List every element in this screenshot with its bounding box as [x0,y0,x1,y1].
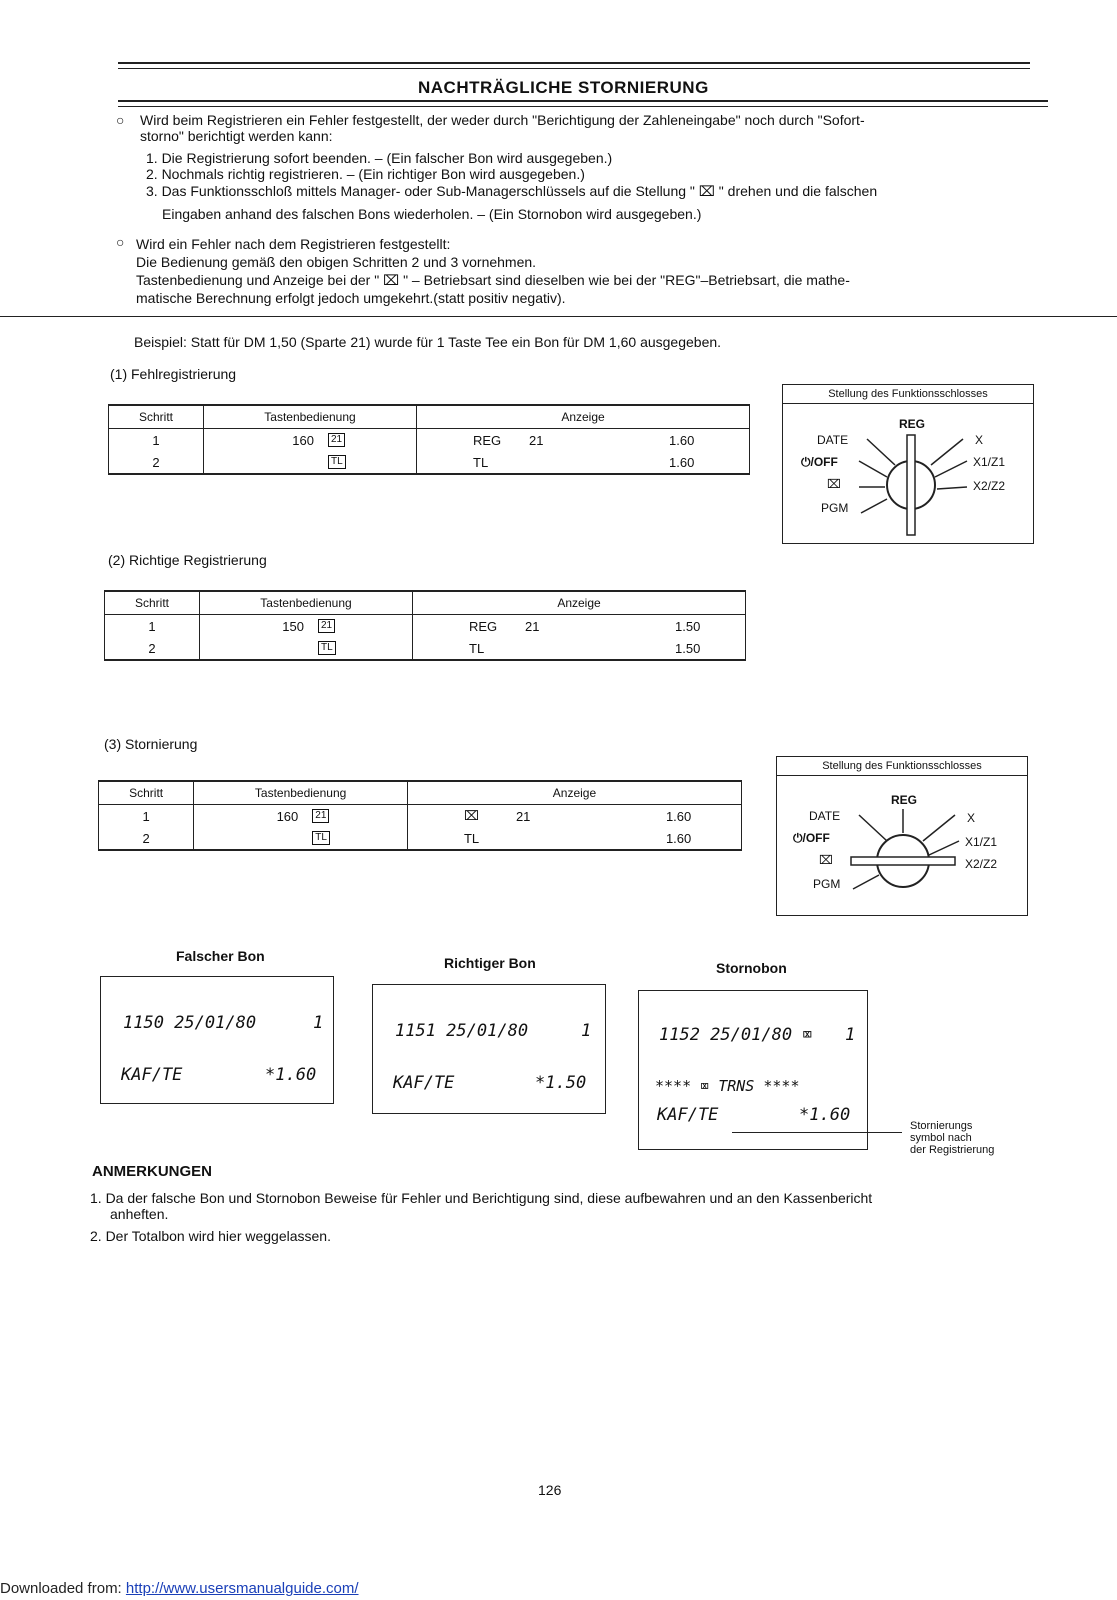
intro-line: Wird ein Fehler nach dem Registrieren festgestellt: [136,236,451,252]
key-icon: TL [312,831,330,845]
note-item: 1. Da der falsche Bon und Stornobon Beweise für Fehler und Berichtigung sind, diese aufbewahren und an den Kassenbericht [90,1190,873,1206]
lock-diagram [776,756,1028,916]
col-header: Tastenbedienung [200,591,413,615]
step-cell: 2 [99,827,194,850]
receipt-count: 1 [845,1025,856,1045]
section-divider [0,316,1117,317]
step-cell: 1 [109,429,204,452]
intro-line: Die Bedienung gemäß den obigen Schritten 2 und 3 vornehmen. [136,254,537,270]
page-number: 126 [538,1482,562,1498]
display-mode: REG [469,618,498,634]
col-header: Anzeige [413,591,746,615]
display-mode: TL [473,454,489,470]
title-rule-bottom [118,100,1048,102]
intro-step: Eingaben anhand des falschen Bons wiederholen. – (Ein Stornobon wird ausgegeben.) [162,206,702,222]
receipt-item: KAF/TE [121,1065,183,1085]
section-label: (3) Stornierung [104,736,198,752]
lock-reg-label: REG [891,793,918,807]
display-dept: 21 [529,432,544,448]
lock-x1z1-label: X1/Z1 [973,455,1006,469]
lock-reg-label: REG [899,417,926,431]
display-mode: REG [473,432,502,448]
amount-cell: 160 [276,808,299,824]
lock-x2z2-label: X2/Z2 [973,479,1006,493]
amount-cell: 150 [282,618,304,634]
step-cell: 2 [109,451,204,474]
void-note [910,1120,994,1156]
display-mode: ⌧ [463,808,479,823]
intro-step: 3. Das Funktionsschloß mittels Manager- oder Sub-Managerschlüssels auf die Stellung " ⌧ " drehen und die falschen [146,183,878,199]
display-value: 1.60 [665,808,692,824]
lock-dial-icon [847,805,967,915]
section-label: (2) Richtige Registrierung [108,552,267,568]
lock-date-label: DATE [817,433,849,447]
step-cell: 2 [105,637,200,660]
receipt-falsch [100,976,334,1104]
section-label: (1) Fehlregistrierung [110,366,237,382]
lock-dial-icon [855,429,975,539]
steps-table [98,780,742,851]
lock-pgm-label: PGM [821,501,849,515]
intro-line: Tastenbedienung und Anzeige bei der " ⌧ " – Betriebsart sind dieselben wie bei der "REG"–Betriebsart, die mathe- [136,272,850,288]
steps-table [108,404,750,475]
receipt-amount: *1.60 [799,1105,851,1125]
receipt-richtig [372,984,606,1114]
key-icon: TL [328,455,346,469]
title-rule-bottom-2 [118,106,1048,107]
table-row [99,805,742,828]
col-header: Anzeige [407,781,741,805]
intro-step: 2. Nochmals richtig registrieren. – (Ein richtiger Bon wird ausgegeben.) [146,166,585,182]
receipt-title: Richtiger Bon [444,955,536,971]
receipt-line1: 1151 25/01/80 [395,1021,529,1041]
void-note-line: Stornierungs [910,1120,973,1132]
notes-heading: ANMERKUNGEN [92,1163,212,1180]
footer [0,1580,359,1597]
lock-void-icon: ⌧ [827,477,841,491]
display-value: 1.60 [665,830,692,846]
lock-date-label: DATE [809,809,841,823]
step-cell: 1 [105,615,200,638]
key-icon: 21 [312,809,329,823]
bullet-icon: ○ [116,234,125,250]
display-mode: TL [469,640,485,656]
example-text: Beispiel: Statt für DM 1,50 (Sparte 21) wurde für 1 Taste Tee ein Bon für DM 1,60 ausgegeben. [134,334,722,350]
receipt-storno [638,990,868,1150]
amount-cell: 160 [292,432,314,448]
receipt-trns: **** ⌧ TRNS **** [655,1077,800,1095]
table-row [105,637,746,660]
title-rule-top-2 [118,68,1030,69]
receipt-item: KAF/TE [393,1073,455,1093]
page-title: NACHTRÄGLICHE STORNIERUNG [418,78,709,97]
receipt-amount: *1.60 [265,1065,317,1085]
lock-void-icon: ⌧ [819,853,833,867]
col-header: Anzeige [417,405,750,429]
table-row [109,451,750,474]
bullet-icon: ○ [116,112,125,128]
footer-link[interactable]: http://www.usersmanualguide.com/ [125,1580,359,1597]
display-value: 1.50 [675,640,701,656]
display-dept: 21 [525,618,540,634]
key-icon: 21 [318,619,335,633]
table-row [99,827,742,850]
steps-table [104,590,746,661]
void-note-line: symbol nach [910,1132,972,1144]
receipt-count: 1 [581,1021,592,1041]
lock-diagram [782,384,1034,544]
col-header: Schritt [105,591,200,615]
footer-prefix: Downloaded from: [0,1580,126,1597]
void-note-line: der Registrierung [910,1144,995,1156]
display-value: 1.60 [669,432,695,448]
lock-x1z1-label: X1/Z1 [965,835,998,849]
lock-heading: Stellung des Funktionsschlosses [777,757,1027,776]
receipt-line1: 1152 25/01/80 ⌧ [659,1025,813,1045]
lock-x2z2-label: X2/Z2 [965,857,998,871]
col-header: Tastenbedienung [194,781,408,805]
col-header: Schritt [109,405,204,429]
table-row [109,429,750,452]
note-item: 2. Der Totalbon wird hier weggelassen. [90,1228,331,1244]
lock-heading: Stellung des Funktionsschlosses [783,385,1033,404]
step-cell: 1 [99,805,194,828]
lock-pgm-label: PGM [813,877,841,891]
display-value: 1.50 [675,618,701,634]
lock-off-label: ⏻/OFF [793,831,830,845]
intro-line: matische Berechnung erfolgt jedoch umgekehrt.(statt positiv negativ). [136,290,566,306]
key-icon: TL [318,641,336,655]
lock-off-label: ⏻/OFF [801,455,838,469]
lock-x-label: X [975,433,984,447]
col-header: Tastenbedienung [204,405,417,429]
note-item: anheften. [110,1206,169,1222]
display-value: 1.60 [669,454,695,470]
intro-line: storno" berichtigt werden kann: [140,128,333,144]
receipt-count: 1 [313,1013,324,1033]
void-note-leader [732,1132,902,1133]
receipt-line1: 1150 25/01/80 [123,1013,257,1033]
receipt-item: KAF/TE [657,1105,719,1125]
title-rule-top [118,62,1030,64]
lock-x-label: X [967,811,976,825]
display-dept: 21 [515,808,531,824]
table-row [105,615,746,638]
key-icon: 21 [328,433,345,447]
col-header: Schritt [99,781,194,805]
display-mode: TL [463,830,480,846]
receipt-title: Stornobon [716,960,787,976]
receipt-title: Falscher Bon [176,948,265,964]
intro-line: Wird beim Registrieren ein Fehler festgestellt, der weder durch "Berichtigung der Zahleneingabe" noch durch "Sofort- [140,112,865,128]
receipt-amount: *1.50 [535,1073,587,1093]
intro-step: 1. Die Registrierung sofort beenden. – (Ein falscher Bon wird ausgegeben.) [146,150,613,166]
